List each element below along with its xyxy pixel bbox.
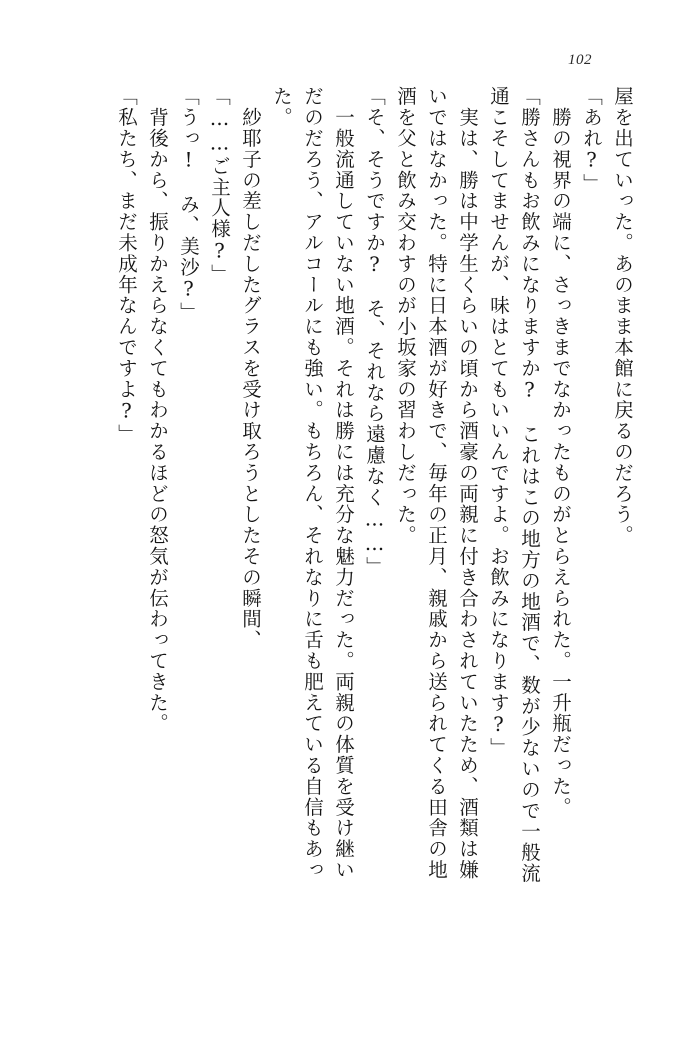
text-line: 屋を出ていった。あのまま本館に戻るのだろう。 (611, 86, 634, 546)
text-line: 一般流通していない地酒。それは勝には充分な魅力だった。両親の体質を受け継い (332, 86, 355, 881)
text-line: 「勝さんもお飲みになりますか? これはこの地方の地酒で、数が少ないので一般流 (518, 86, 541, 884)
text-line: 背後から、振りかえらなくてもわかるほどの怒気が伝わってきた。 (146, 86, 169, 734)
text-line: 実は、勝は中学生くらいの頃から酒豪の両親に付き合わされていたため、酒類は嫌 (456, 86, 479, 881)
page-number: 102 (568, 52, 592, 68)
text-line: 「私たち、まだ未成年なんですよ?」 (115, 86, 138, 445)
text-line: だのだろう、アルコールにも強い。もちろん、それなりに舌も肥えている自信もあっ (301, 86, 324, 881)
text-line: 「そ、そうですか? そ、それなら遠慮なく……」 (363, 86, 386, 578)
text-line: 勝の視界の端に、さっきまでなかったものがとらえられた。一升瓶だった。 (549, 86, 572, 818)
text-line: 「……ご主人様?」 (208, 86, 231, 285)
text-line: 酒を父と飲み交わすのが小坂家の習わしだった。 (394, 86, 417, 546)
text-line: いではなかった。特に日本酒が好きで、毎年の正月、親戚から送られてくる田舎の地 (425, 86, 448, 881)
text-line: 通こそしてませんが、味はとてもいいんですよ。お飲みになります?」 (487, 86, 510, 759)
vertical-text-body (40, 86, 632, 990)
text-line: 紗耶子の差しだしたグラスを受け取ろうとしたその瞬間、 (239, 86, 262, 651)
text-line: 「あれ?」 (580, 86, 603, 194)
text-line: 「うっ! み、美沙?」 (177, 86, 200, 323)
text-line: た。 (270, 86, 293, 128)
